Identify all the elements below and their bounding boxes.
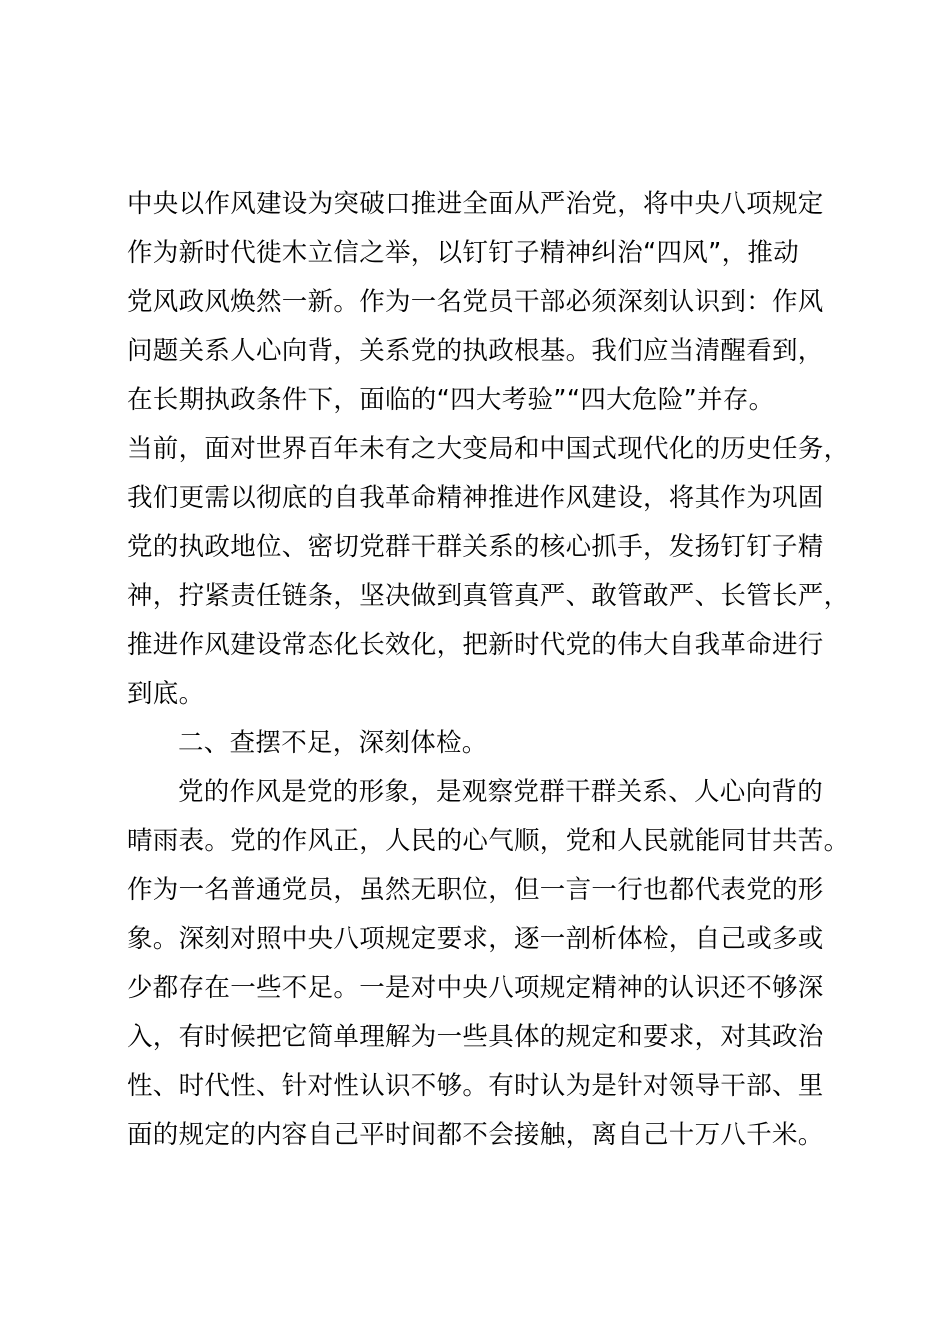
paragraph-1-line-7: 我们更需以彻底的自我革命精神推进作风建设，将其作为巩固: [127, 483, 824, 513]
paragraph-1-line-9: 神，拧紧责任链条，坚决做到真管真严、敢管敢严、长管长严，: [127, 581, 850, 611]
paragraph-2-line-4: 象。深刻对照中央八项规定要求，逐一剖析体检，自己或多或: [127, 924, 824, 954]
paragraph-1-line-4: 问题关系人心向背，关系党的执政根基。我们应当清醒看到，: [127, 336, 824, 366]
section-heading-2: 二、查摆不足，深刻体检。: [178, 728, 488, 758]
paragraph-1-line-1: 中央以作风建设为突破口推进全面从严治党，将中央八项规定: [127, 189, 824, 219]
paragraph-2-line-2: 晴雨表。党的作风正，人民的心气顺，党和人民就能同甘共苦。: [127, 826, 850, 856]
paragraph-2-line-8: 面的规定的内容自己平时间都不会接触，离自己十万八千米。: [127, 1120, 824, 1150]
paragraph-1-line-2: 作为新时代徙木立信之举，以钉钉子精神纠治“四风”，推动: [127, 238, 800, 268]
paragraph-2-line-3: 作为一名普通党员，虽然无职位，但一言一行也都代表党的形: [127, 875, 824, 905]
paragraph-1-line-3: 党风政风焕然一新。作为一名党员干部必须深刻认识到：作风: [127, 287, 824, 317]
paragraph-2-line-1: 党的作风是党的形象，是观察党群干群关系、人心向背的: [178, 777, 824, 807]
paragraph-1-line-10: 推进作风建设常态化长效化，把新时代党的伟大自我革命进行: [127, 630, 824, 660]
paragraph-2-line-7: 性、时代性、针对性认识不够。有时认为是针对领导干部、里: [127, 1071, 824, 1101]
paragraph-2-line-6: 入，有时候把它简单理解为一些具体的规定和要求，对其政治: [127, 1022, 824, 1052]
paragraph-1-line-8: 党的执政地位、密切党群干群关系的核心抓手，发扬钉钉子精: [127, 532, 824, 562]
paragraph-1-line-6: 当前，面对世界百年未有之大变局和中国式现代化的历史任务，: [127, 434, 850, 464]
paragraph-1-line-11: 到底。: [127, 679, 205, 709]
paragraph-1-line-5: 在长期执政条件下，面临的“四大考验”“四大危险”并存。: [127, 385, 775, 415]
paragraph-2-line-5: 少都存在一些不足。一是对中央八项规定精神的认识还不够深: [127, 973, 824, 1003]
